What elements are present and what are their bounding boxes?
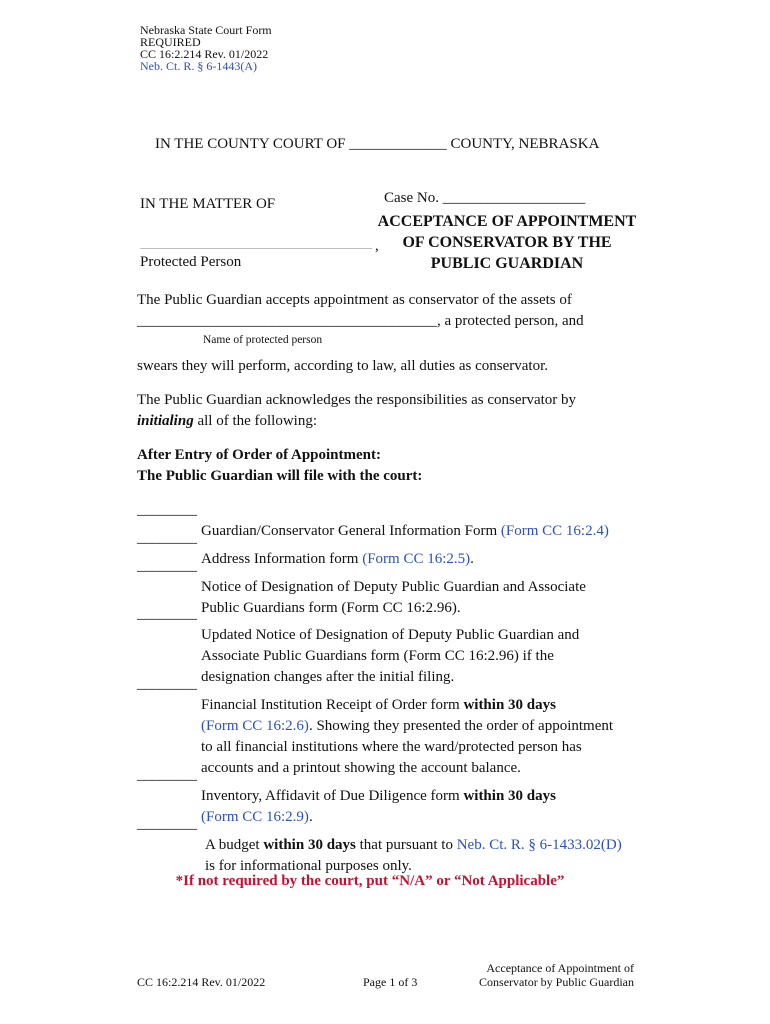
acknowledge-line-1: The Public Guardian acknowledges the responsibilities as conservator by <box>137 392 577 408</box>
item-text: Address Information form (Form CC 16:2.5). <box>201 551 474 567</box>
deadline-emphasis: within 30 days <box>463 697 556 713</box>
after-entry-heading <box>137 445 422 487</box>
comma: , <box>375 238 379 254</box>
document-title <box>370 211 644 274</box>
court-caption: IN THE COUNTY COURT OF _____________ COUNTY, NEBRASKA <box>155 136 600 152</box>
not-applicable-note: *If not required by the court, put “N/A” or “Not Applicable” <box>175 873 565 889</box>
form-header <box>140 24 272 72</box>
acknowledge-rest: all of the following: <box>193 413 318 429</box>
initial-blank[interactable]: ________ <box>137 676 197 692</box>
list-item <box>137 500 609 539</box>
header-form-name: Nebraska State Court Form <box>140 23 272 37</box>
protected-person-line: ________________________________________, a protected person, and <box>137 313 584 329</box>
item-text: A budget within 30 days that pursuant to Neb. Ct. R. § 6-1433.02(D) is for informational purposes only. <box>205 837 622 874</box>
list-item <box>137 604 580 685</box>
acknowledge-line-2 <box>137 411 576 432</box>
deadline-emphasis: within 30 days <box>263 837 356 853</box>
initial-blank[interactable]: ________ <box>137 606 197 622</box>
list-item <box>137 674 614 776</box>
title-line-2: OF CONSERVATOR BY THE <box>402 234 612 251</box>
rule-link[interactable]: Neb. Ct. R. § 6-1433.02(D) <box>456 837 622 853</box>
protected-person-label: Protected Person <box>140 254 242 270</box>
item-text: Updated Notice of Designation of Deputy Public Guardian and Associate Public Guardians form (Form CC 16:2.96) if the designation changes after the initial filing. <box>201 627 580 685</box>
header-rule-link[interactable]: Neb. Ct. R. § 6-1443(A) <box>140 59 257 73</box>
item-text: Financial Institution Receipt of Order form within 30 days (Form CC 16:2.6). Showing they presented the order of appointment to all financial institutions where the ward/protected person has accounts and a printout showing the account balance. <box>201 697 614 776</box>
list-item <box>137 765 556 825</box>
form-link[interactable]: (Form CC 16:2.4) <box>500 523 609 539</box>
initial-blank[interactable]: ________ <box>137 530 197 546</box>
initial-blank[interactable]: ________ <box>137 502 197 518</box>
form-link[interactable]: (Form CC 16:2.9) <box>201 809 309 825</box>
protected-person-name-field[interactable] <box>140 248 372 249</box>
list-item <box>137 528 474 567</box>
footer-title-line-1: Acceptance of Appointment of <box>486 961 634 975</box>
acceptance-paragraph: The Public Guardian accepts appointment as conservator of the assets of <box>137 292 572 308</box>
initialing-emphasis: initialing <box>137 413 194 429</box>
initial-blank[interactable]: ________ <box>137 558 197 574</box>
title-line-1: ACCEPTANCE OF APPOINTMENT <box>377 213 637 230</box>
initial-blank[interactable]: ________ <box>137 816 197 832</box>
header-required: REQUIRED <box>140 35 201 49</box>
form-link[interactable]: (Form CC 16:2.5) <box>362 551 471 567</box>
oath-paragraph: swears they will perform, according to law, all duties as conservator. <box>137 358 548 374</box>
item-text: Notice of Designation of Deputy Public Guardian and Associate Public Guardians form (Form CC 16:2.96). <box>201 579 586 616</box>
after-entry-heading-1: After Entry of Order of Appointment: <box>137 447 381 463</box>
after-entry-heading-2: The Public Guardian will file with the court: <box>137 468 423 484</box>
matter-label: IN THE MATTER OF <box>140 196 276 212</box>
page-number: Page 1 of 3 <box>363 975 418 989</box>
case-number: Case No. ___________________ <box>384 190 586 206</box>
footer-title <box>462 961 634 989</box>
form-link[interactable]: (Form CC 16:2.6) <box>201 718 309 734</box>
name-caption: Name of protected person <box>203 334 323 346</box>
deadline-emphasis: within 30 days <box>463 788 556 804</box>
initial-blank[interactable]: ________ <box>137 767 197 783</box>
title-line-3: PUBLIC GUARDIAN <box>430 255 584 272</box>
header-form-number: CC 16:2.214 Rev. 01/2022 <box>140 47 269 61</box>
footer-title-line-2: Conservator by Public Guardian <box>479 975 634 989</box>
footer-form-number: CC 16:2.214 Rev. 01/2022 <box>137 975 266 989</box>
item-text: Guardian/Conservator General Information Form (Form CC 16:2.4) <box>201 523 609 539</box>
acknowledge-paragraph <box>137 390 576 432</box>
item-text: Inventory, Affidavit of Due Diligence form within 30 days (Form CC 16:2.9). <box>201 788 556 825</box>
